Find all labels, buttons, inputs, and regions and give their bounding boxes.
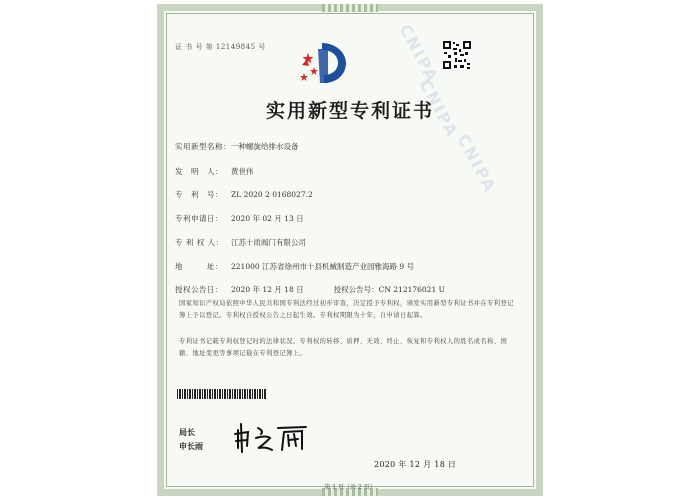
cnipa-logo-icon (298, 39, 350, 87)
handwritten-signature (232, 420, 312, 454)
page-number: 第 1 页（共 2 页） (324, 484, 376, 491)
field-value: 江苏十质阀门有限公司 (231, 238, 306, 247)
field-label: 专 利 权 人： (175, 238, 224, 247)
field-value: 一种螺旋给排水设备 (231, 142, 299, 151)
watermark: CNIPA (395, 20, 443, 87)
watermark: CNIPA (415, 75, 463, 142)
field-label: 专利申请日： (175, 214, 223, 223)
field-utility-model-name (175, 141, 299, 152)
certificate-paragraph-2: 专利证书记载专利权登记时的法律状况。专利权的转移、质押、无效、终止、恢复和专利权人的姓名或名称、国籍、地址变更等事项记载在专利登记簿上。 (179, 338, 508, 357)
field-label: 实用新型名称： (175, 142, 231, 151)
watermark: CNIPA (453, 130, 501, 197)
field-value: 黄世伟 (231, 167, 254, 176)
field-patent-number (175, 189, 313, 200)
field-grant-date (175, 284, 445, 295)
qr-code-icon (442, 40, 472, 70)
certificate-paragraph-1: 国家知识产权局依照中华人民共和国专利法经过初步审查，决定授予专利权，颁发实用新型专利证书并在专利登记簿上予以登记。专利权自授权公告之日起生效。专利权期限为十年，自申请日起算。 (179, 300, 514, 319)
signatory-name: 申长雨 (179, 442, 203, 451)
field-value: 2020 年 12 月 18 日 授权公告号：CN 212176021 U (231, 285, 445, 294)
field-address (175, 261, 414, 272)
certificate-inner-border (166, 13, 534, 487)
certificate-serial: 证 书 号 第 12149845 号 (175, 43, 266, 51)
certificate-title: 实用新型专利证书 (265, 100, 434, 122)
field-value: 2020 年 02 月 13 日 (231, 214, 304, 223)
barcode-icon (177, 389, 267, 399)
field-label: 地 址： (175, 262, 223, 271)
field-patentee (175, 237, 306, 248)
field-label: 发 明 人： (175, 167, 223, 176)
field-application-date (175, 213, 304, 224)
field-value: ZL 2020 2 0168027.2 (231, 190, 313, 199)
signatory-title: 局长 (179, 428, 195, 437)
top-ornament (322, 4, 378, 12)
field-value: 221000 江苏省徐州市十县机械制造产业园雅海路 9 号 (231, 262, 415, 271)
field-label: 专 利 号： (175, 190, 223, 199)
field-label: 授权公告日： (175, 285, 223, 294)
patent-certificate (157, 4, 543, 496)
field-inventor (175, 166, 254, 177)
issue-date: 2020 年 12 月 18 日 (374, 460, 457, 469)
